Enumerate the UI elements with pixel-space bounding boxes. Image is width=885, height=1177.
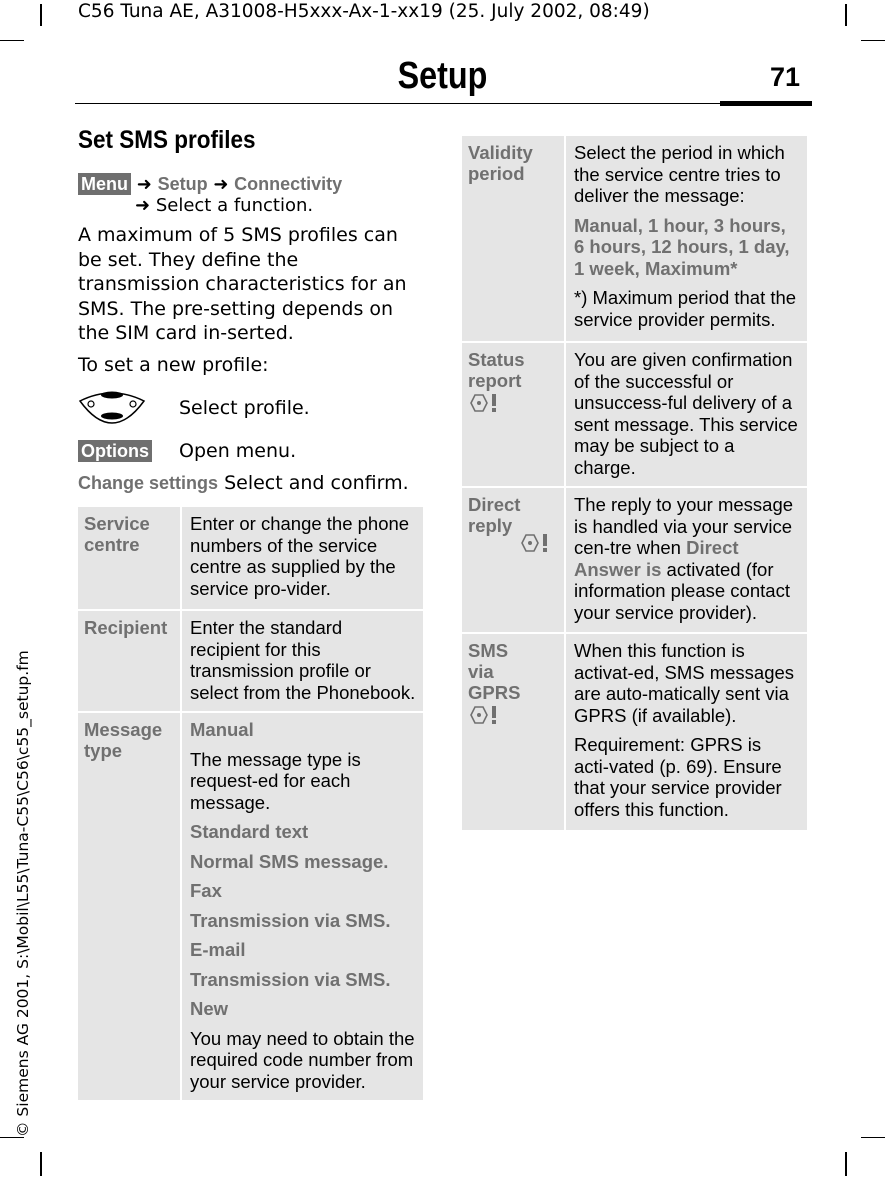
change-settings-line (78, 472, 409, 494)
menu-path (78, 173, 342, 195)
crop-mark (845, 4, 847, 26)
direct-answer-highlight: Direct Answer is (574, 537, 739, 580)
options-softkey: Options (78, 440, 152, 462)
running-head: C56 Tuna AE, A31008-H5xxx-Ax-1-xx19 (25. July 2002, 08:49) (78, 1, 650, 22)
table-row (78, 507, 423, 610)
arrow-icon: ➜ (136, 174, 152, 195)
path-connectivity: Connectivity (234, 174, 343, 194)
option-list: Manual, 1 hour, 3 hours, 6 hours, 12 hours, 1 day, 1 week, Maximum* (574, 214, 790, 279)
row-description (181, 610, 423, 712)
page-title: Setup (397, 55, 488, 97)
row-label: Message type (78, 712, 181, 1101)
table-row (78, 712, 423, 1101)
label-text: Direct reply (468, 494, 521, 536)
path-setup: Setup (157, 174, 208, 194)
option-name: E-mail (190, 939, 246, 960)
crop-mark (40, 1152, 42, 1176)
row-description (181, 712, 423, 1101)
label-text: Status report (468, 349, 525, 391)
option-desc: Transmission via SMS. (190, 909, 391, 931)
description-text: Select the period in which the service centre tries to deliver the message: (574, 142, 785, 206)
header-rule (75, 103, 720, 104)
table-row (462, 342, 807, 487)
description-text: You are given confirmation of the successful or unsuccess-ful delivery of a sent message. This service may be subject to a charge. (574, 349, 798, 478)
new-profile-text: To set a new profile: (78, 354, 269, 376)
row-label: Validity period (462, 136, 565, 342)
row-description (565, 487, 807, 633)
description-text: activated (for information please contact your service provider). (574, 558, 790, 623)
left-settings-table (78, 507, 423, 1102)
row-description (565, 342, 807, 487)
crop-mark (861, 40, 885, 41)
description-text: Enter or change the phone numbers of the service centre as supplied by the service pro-vider. (190, 513, 410, 599)
option-desc: Normal SMS message. (190, 850, 389, 872)
page-number: 71 (770, 62, 801, 92)
change-settings-label: Change settings (78, 473, 219, 493)
option-name: New (190, 998, 229, 1019)
copyright-note: © Siemens AG 2001, S:\Mobil\L55\Tuna-C55\C56\c55_setup.fm (14, 650, 32, 1137)
description-text: The reply to your message is handled via your service cen-tre when (574, 494, 794, 558)
footnote: *) Maximum period that the service provider permits. (574, 287, 797, 330)
row-label: Recipient (78, 610, 181, 712)
arrow-icon: ➜ (135, 195, 151, 216)
select-confirm-text: Select and confirm. (224, 472, 409, 494)
arrow-icon: ➜ (213, 174, 229, 195)
options-softkey-row (78, 440, 152, 462)
menu-path-continuation (135, 195, 313, 216)
row-label: Service centre (78, 507, 181, 610)
crop-mark (0, 40, 24, 41)
path-select-text: Select a function. (155, 195, 314, 216)
description-text: When this function is activat-ed, SMS messages are auto-matically sent via GPRS (if available). (574, 640, 795, 726)
row-description (565, 633, 807, 831)
option-desc: Transmission via SMS. (190, 968, 391, 990)
option-name: Manual (190, 719, 254, 740)
step-select-profile: Select profile. (179, 397, 310, 419)
network-service-icon (519, 532, 553, 554)
page-number-rule (720, 101, 812, 106)
network-service-icon (468, 392, 508, 414)
row-description (565, 136, 807, 342)
description-paragraph (574, 494, 801, 623)
crop-mark (861, 1137, 885, 1138)
option-desc: The message type is request-ed for each message. (190, 748, 361, 813)
section-title: Set SMS profiles (78, 126, 256, 154)
table-row (462, 487, 807, 633)
label-text: SMS via GPRS (468, 640, 521, 703)
table-row (78, 610, 423, 712)
requirement-note: Requirement: GPRS is acti-vated (p. 69). Ensure that your service provider offers this function. (574, 734, 782, 820)
row-label (462, 633, 565, 831)
intro-paragraph: A maximum of 5 SMS profiles can be set. They define the transmission characteristics for an SMS. The pre-setting depends on the SIM card in-serted. (78, 224, 407, 344)
menu-softkey: Menu (78, 173, 131, 195)
row-label (462, 487, 565, 633)
description-text: Enter the standard recipient for this transmission profile or select from the Phonebook. (190, 617, 416, 703)
step-open-menu: Open menu. (179, 440, 297, 462)
row-description (181, 507, 423, 610)
row-label (462, 342, 565, 487)
table-row (462, 136, 807, 342)
table-row (462, 633, 807, 831)
crop-mark (0, 1137, 24, 1138)
option-name: Fax (190, 880, 222, 901)
right-settings-table (462, 136, 807, 832)
crop-mark (40, 4, 42, 26)
navigation-key-icon (78, 387, 146, 425)
option-desc: You may need to obtain the required code number from your service provider. (190, 1027, 415, 1092)
option-name: Standard text (190, 821, 309, 842)
network-service-icon (468, 704, 508, 726)
crop-mark (845, 1152, 847, 1176)
